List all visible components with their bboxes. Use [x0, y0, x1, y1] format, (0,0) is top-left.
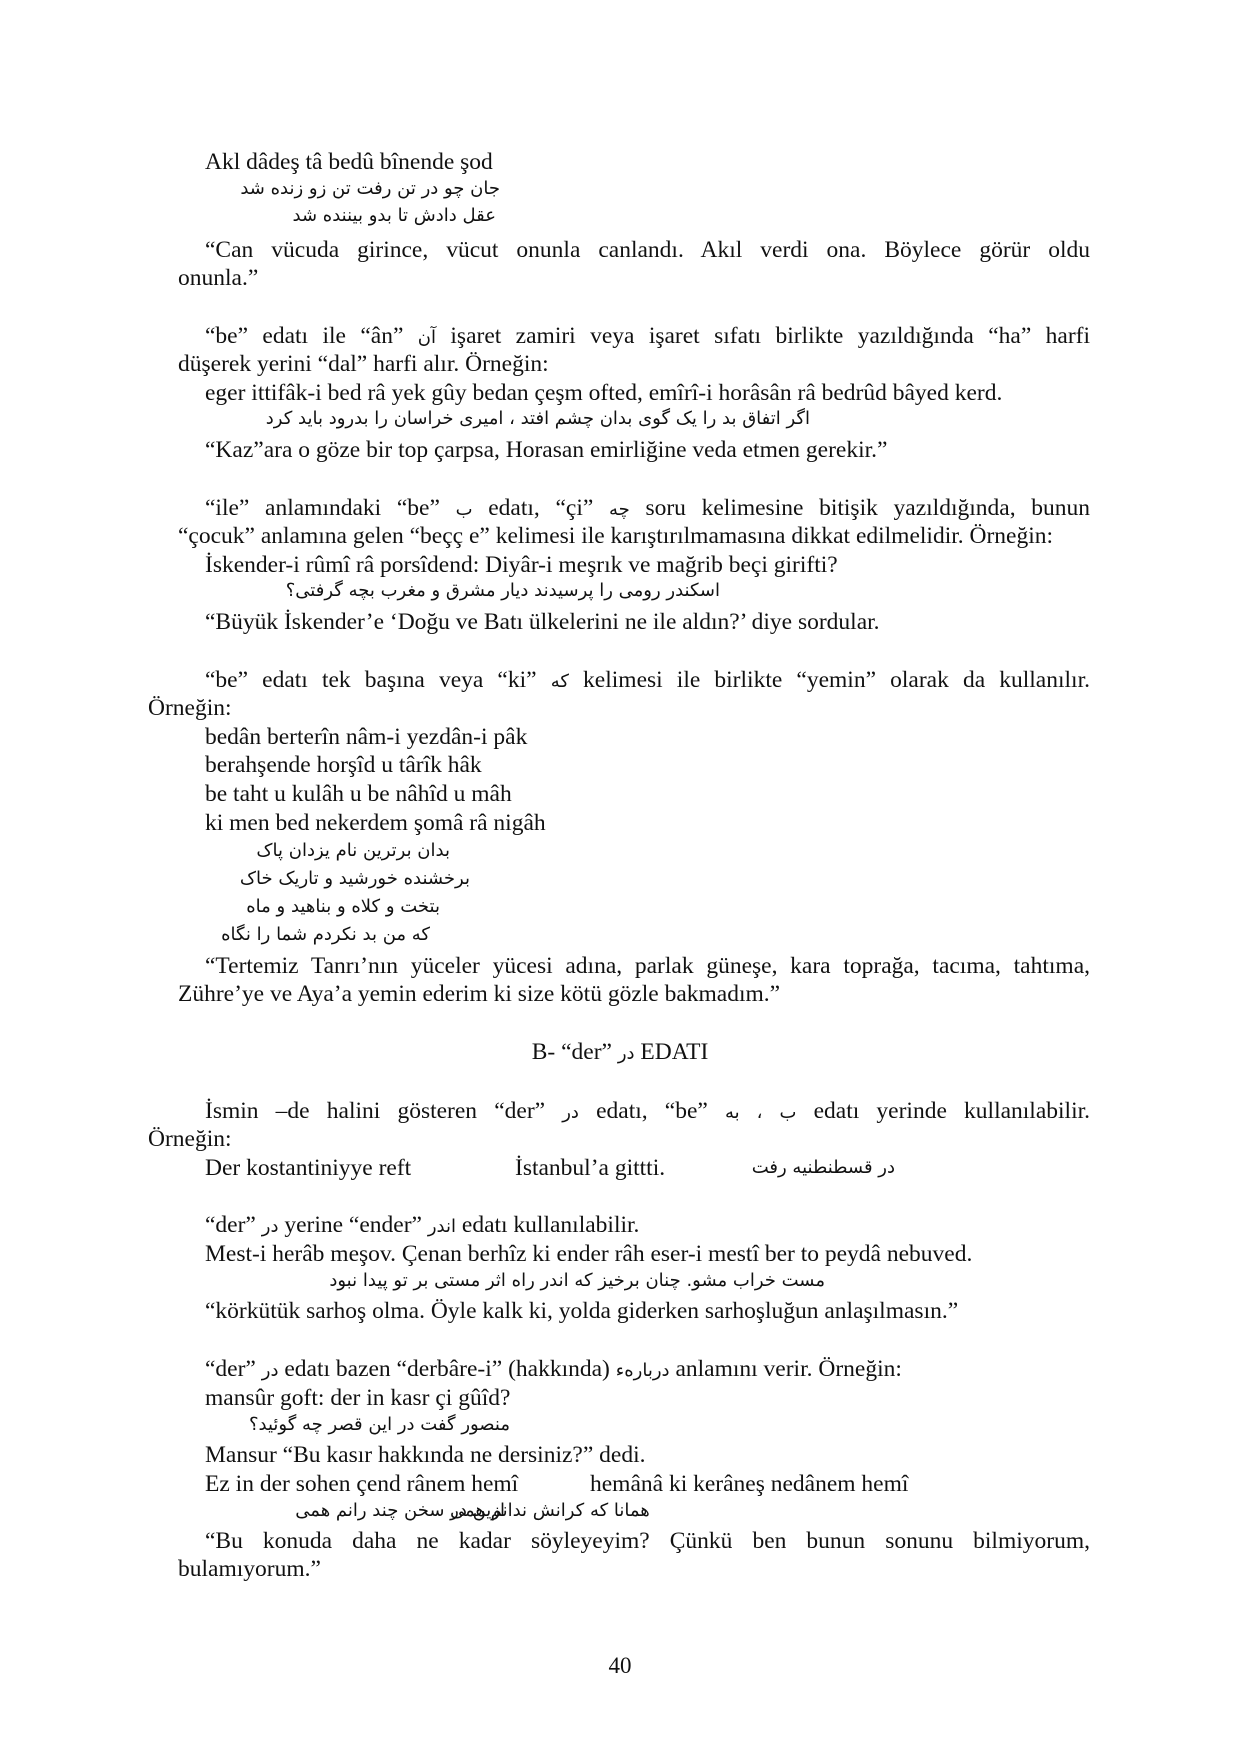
paragraph-line: “der” در yerine “ender” اندر edatı kullanılabilir. [205, 1212, 640, 1238]
verse-line: Akl dâdeş tâ bedû bînende şod [205, 149, 493, 175]
persian-verse-line: همانا که کرانش ندانم همی [450, 1500, 650, 1521]
persian-word: ب [455, 499, 473, 520]
paragraph-line: düşerek yerini “dal” harfi alır. Örneğin: [178, 351, 549, 377]
translation-line: “Büyük İskender’e ‘Doğu ve Batı ülkelerini ne ile aldın?’ diye sordular. [205, 609, 880, 635]
paragraph-line: Örneğin: [148, 1126, 232, 1152]
translation-line: Mansur “Bu kasır hakkında ne dersiniz?” dedi. [205, 1442, 646, 1468]
page-number: 40 [608, 1653, 632, 1678]
persian-verse-line: ازین در سخن چند رانم همی [295, 1500, 505, 1521]
translation-line: Zühre’ye ve Aya’a yemin ederim ki size kötü gözle bakmadım.” [178, 981, 781, 1007]
paragraph-line: İsmin –de halini gösteren “der” در edatı, “be” ب ، به edatı yerinde kullanılabilir. [205, 1098, 1091, 1124]
example-line: eger ittifâk-i bed râ yek gûy bedan çeşm ofted, emîrî-i horâsân râ bedrûd bâyed kerd. [205, 380, 1003, 406]
persian-verse-line: بتخت و کلاه و بناهید و ماه [246, 896, 440, 917]
example-line: Der kostantiniyye reft [205, 1155, 412, 1181]
persian-word: دربارهء [615, 1360, 670, 1381]
paragraph-line: “be” edatı ile “ân” آن işaret zamiri veya işaret sıfatı birlikte yazıldığında “ha” harfi [205, 323, 1091, 349]
translation-line: “Bu konuda daha ne kadar söyleyeyim? Çünkü ben bunun sonunu bilmiyorum, [205, 1528, 1090, 1554]
persian-verse-line: که من بد نکردم شما را نگاه [221, 924, 430, 945]
verse-line: ki men bed nekerdem şomâ râ nigâh [205, 810, 546, 836]
paragraph-line: “çocuk” anlamına gelen “beçç e” kelimesi ile karıştırılmamasına dikkat edilmelidir. Örneğin: [178, 523, 1054, 549]
persian-word: ب ، به [725, 1102, 797, 1123]
persian-example: اسکندر رومی را پرسیدند دیار مشرق و مغرب بچه گرفتی؟ [285, 580, 720, 601]
verse-line: hemânâ ki kerâneş nedânem hemî [590, 1471, 909, 1497]
example-line: Mest-i herâb meşov. Çenan berhîz ki ender râh eser-i mestî ber to peydâ nebuved. [205, 1241, 973, 1267]
example-translation: İstanbul’a gittti. [515, 1155, 666, 1181]
example-line: İskender-i rûmî râ porsîdend: Diyâr-i meşrık ve mağrib beçi girifti? [205, 552, 838, 578]
translation-line: “Tertemiz Tanrı’nın yüceler yücesi adına, parlak güneşe, kara toprağa, tacıma, tahtıma, [205, 953, 1090, 979]
paragraph-line: Örneğin: [148, 695, 232, 721]
persian-example: در قسطنطنیه رفت [751, 1157, 895, 1178]
translation-line: “Kaz”ara o göze bir top çarpsa, Horasan emirliğine veda etmen gerekir.” [205, 437, 888, 463]
persian-word: آن [417, 327, 437, 348]
translation-line: onunla.” [178, 265, 259, 291]
example-line: mansûr goft: der in kasr çi gûîd? [205, 1385, 511, 1411]
paragraph-line: “be” edatı tek başına veya “ki” که kelimesi ile birlikte “yemin” olarak da kullanılır. [205, 667, 1090, 693]
persian-verse-line: عقل دادش تا بدو بیننده شد [292, 205, 496, 226]
section-heading: B- “der” در EDATI [531, 1039, 709, 1065]
persian-verse-line: بدان برترین نام یزدان پاک [256, 840, 450, 861]
persian-word: در [617, 1043, 635, 1064]
persian-word: در [261, 1216, 279, 1237]
persian-word: در [562, 1102, 579, 1123]
persian-example: مست خراب مشو. چنان برخیز که اندر راه اثر مستی بر تو پیدا نبود [329, 1270, 825, 1291]
persian-verse-line: برخشنده خورشید و تاریک خاک [239, 868, 470, 889]
verse-line: berahşende horşîd u târîk hâk [205, 752, 482, 778]
persian-word: که [550, 671, 569, 692]
persian-example: منصور گفت در این قصر چه گوئید؟ [248, 1414, 510, 1435]
translation-line: “körkütük sarhoş olma. Öyle kalk ki, yolda giderken sarhoşluğun anlaşılmasın.” [205, 1298, 959, 1324]
paragraph-line: “ile” anlamındaki “be” ب edatı, “çi” چه soru kelimesine bitişik yazıldığında, bunun [205, 495, 1090, 521]
persian-verse-line: جان چو در تن رفت تن زو زنده شد [240, 178, 500, 199]
persian-example: اگر اتفاق بد را یک گوی بدان چشم افتد ، امیری خراسان را بدرود باید کرد [265, 408, 810, 429]
paragraph-line: “der” در edatı bazen “derbâre-i” (hakkında) دربارهء anlamını verir. Örneğin: [205, 1356, 902, 1382]
translation-line: “Can vücuda girince, vücut onunla canlandı. Akıl verdi ona. Böylece görür oldu [205, 237, 1090, 263]
persian-word: اندر [427, 1216, 457, 1237]
translation-line: bulamıyorum.” [178, 1556, 321, 1582]
verse-line: Ez in der sohen çend rânem hemî [205, 1471, 519, 1497]
persian-word: در [261, 1360, 279, 1381]
verse-line: bedân berterîn nâm-i yezdân-i pâk [205, 724, 528, 750]
verse-line: be taht u kulâh u be nâhîd u mâh [205, 781, 512, 807]
persian-word: چه [608, 499, 630, 520]
